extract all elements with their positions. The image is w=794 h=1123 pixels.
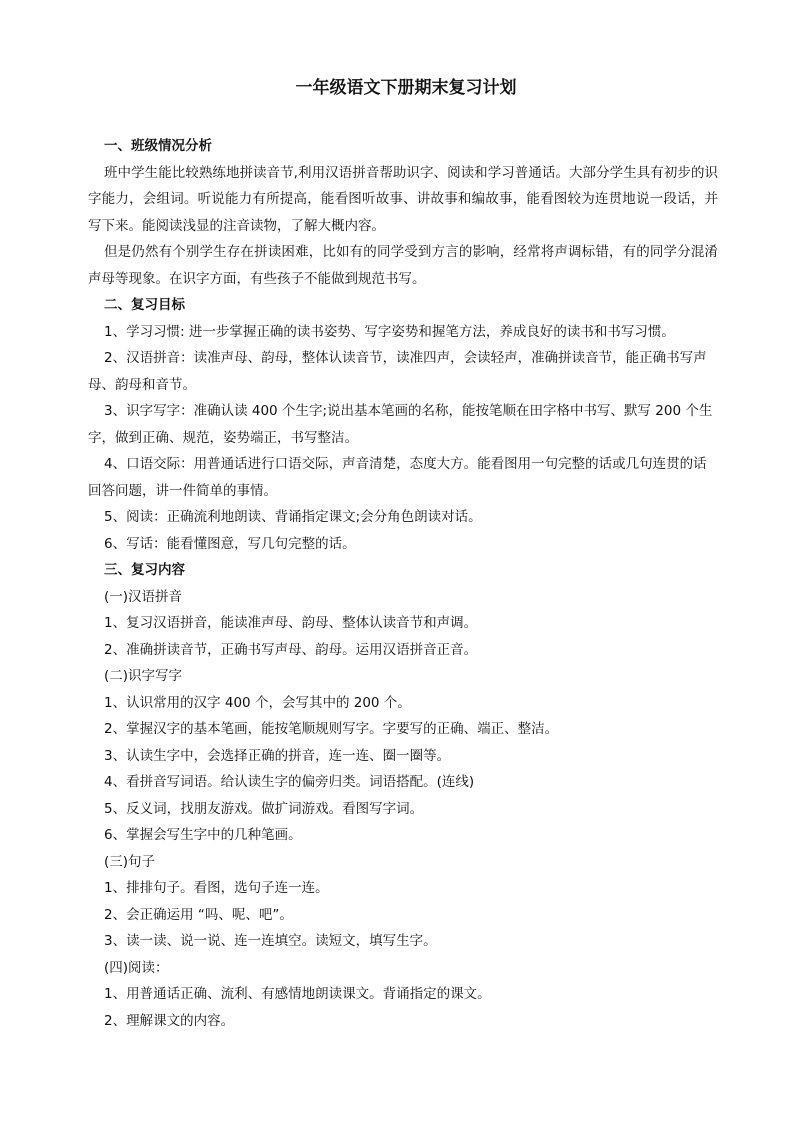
subsection-label-sentences: (三)句子 <box>104 853 156 870</box>
list-item: 5、阅读：正确流利地朗读、背诵指定课文;会分角色朗读对话。 <box>104 509 482 525</box>
list-item: 1、用普通话正确、流利、有感情地朗读课文。背诵指定的课文。 <box>104 986 491 1002</box>
subsection-label-literacy: (二)识字写字 <box>104 668 183 684</box>
subsection-label-pinyin: (一)汉语拼音 <box>104 588 183 605</box>
list-item: 2、掌握汉字的基本笔画，能按笔顺规则写字。字要写的正确、端正、整洁。 <box>104 721 559 737</box>
list-item: 2、汉语拼音：读准声母、韵母，整体认读音节，读准四声，会读轻声，准确拼读音节，能正确书写声母、韵母和音节。 <box>88 350 707 393</box>
list-item: 3、认读生字中，会选择正确的拼音，连一连、圈一圈等。 <box>104 747 451 764</box>
list-item: 3、识字写字：准确认读 400 个生字;说出基本笔画的名称，能按笔顺在田字格中书写、默写 200 个生字，做到正确、规范，姿势端正，书写整洁。 <box>88 403 713 446</box>
list-item: 1、复习汉语拼音，能读准声母、韵母、整体认读音节和声调。 <box>104 615 478 631</box>
list-item: 4、看拼音写词语。给认读生字的偏旁归类。词语搭配。(连线) <box>104 774 475 790</box>
list-item: 3、读一读、说一说、连一连填空。读短文，填写生字。 <box>104 933 437 949</box>
subsection-label-reading: (四)阅读： <box>104 959 169 976</box>
paragraph: 但是仍然有个别学生存在拼读困难，比如有的同学受到方言的影响，经常将声调标错，有的同学分混淆声母等现象。在识字方面，有些孩子不能做到规范书写。 <box>88 244 718 287</box>
section-heading-review-content: 三、复习内容 <box>104 562 185 578</box>
list-item: 2、准确拼读音节，正确书写声母、韵母。运用汉语拼音正音。 <box>104 641 478 658</box>
list-item: 1、认识常用的汉字 400 个，会写其中的 200 个。 <box>104 694 411 711</box>
list-item: 6、写话：能看懂图意，写几句完整的话。 <box>104 535 356 552</box>
list-item: 1、学习习惯: 进一步掌握正确的读书姿势、写字姿势和握笔方法，养成良好的读书和书写习惯。 <box>104 323 675 340</box>
paragraph: 班中学生能比较熟练地拼读音节,利用汉语拼音帮助识字、阅读和学习普通话。大部分学生具有初步的识字能力，会组词。听说能力有所提高，能看图听故事、讲故事和编故事，能看图较为连贯地说一段话，并写下来。能阅读浅显的注音读物，了解大概内容。 <box>88 164 718 234</box>
list-item: 5、反义词，找朋友游戏。做扩词游戏。看图写字词。 <box>104 800 424 817</box>
list-item: 1、排排句子。看图，选句子连一连。 <box>104 880 329 896</box>
list-item: 2、会正确运用 “吗、呢、吧”。 <box>104 906 293 923</box>
section-heading-class-analysis: 一、班级情况分析 <box>104 138 212 154</box>
list-item: 6、掌握会写生字中的几种笔画。 <box>104 827 302 843</box>
list-item: 4、口语交际：用普通话进行口语交际，声音清楚，态度大方。能看图用一句完整的话或几句连贯的话回答问题，讲一件简单的事情。 <box>88 456 707 499</box>
document-title: 一年级语文下册期末复习计划 <box>295 78 517 98</box>
section-heading-review-goals: 二、复习目标 <box>104 297 185 313</box>
list-item: 2、理解课文的内容。 <box>104 1012 235 1029</box>
